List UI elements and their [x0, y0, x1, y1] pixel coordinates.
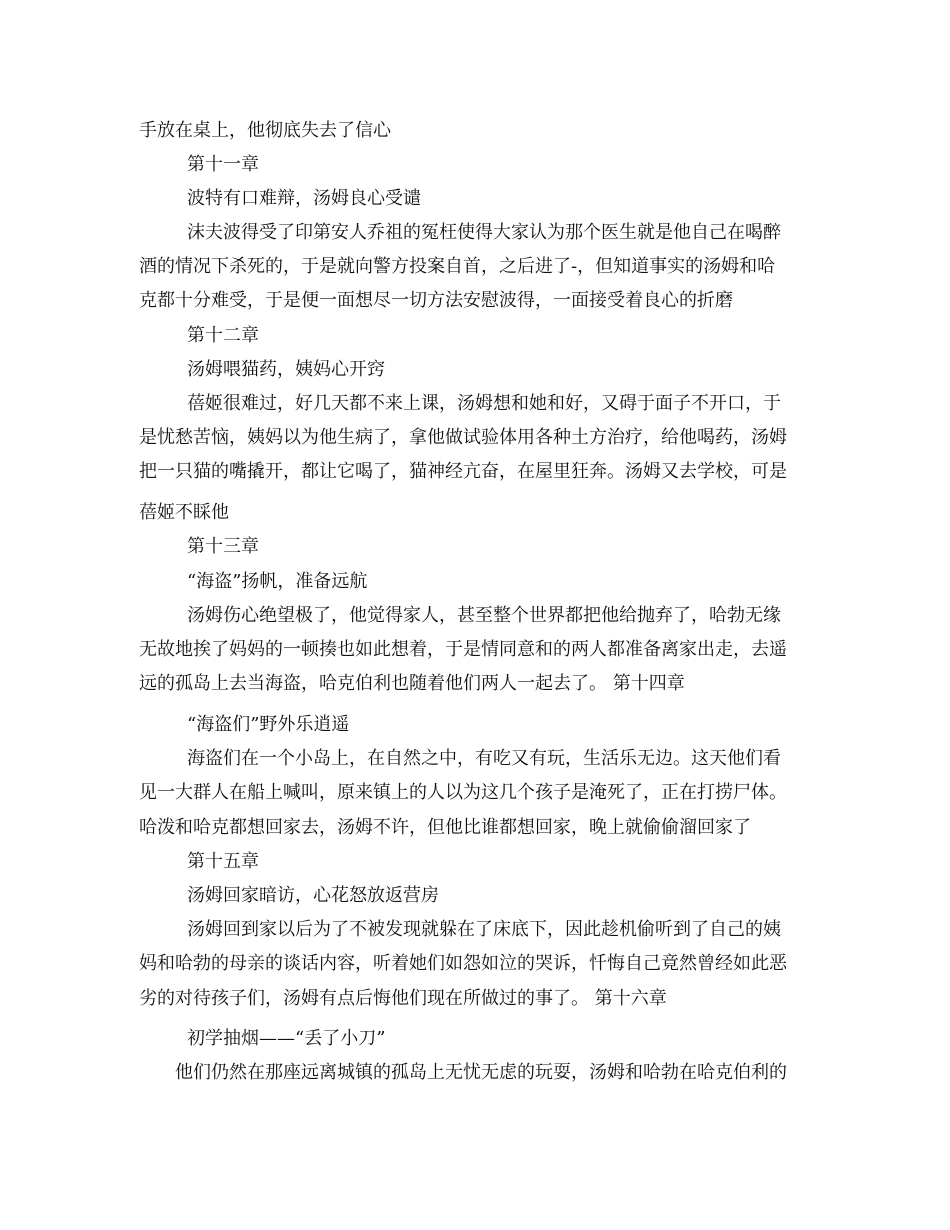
text-line: 哈泼和哈克都想回家去，汤姆不许，但他比谁都想回家，晚上就偷偷溜回家了	[139, 817, 751, 838]
text-line: 汤姆回到家以后为了不被发现就躲在了床底下，因此趁机偷听到了自己的姨	[187, 919, 781, 940]
text-line: 汤姆伤心绝望极了，他觉得家人，甚至整个世界都把他给抛弃了，哈勃无缘	[187, 605, 781, 626]
text-line: 妈和哈勃的母亲的谈话内容，听着她们如怨如泣的哭诉，忏悔自己竟然曾经如此恶	[139, 953, 787, 974]
text-line: 沫夫波得受了印第安人乔祖的冤枉使得大家认为那个医生就是他自己在喝醉	[187, 222, 781, 243]
text-line: 蓓姬很难过，好几天都不来上课，汤姆想和她和好，又碍于面子不开口，于	[187, 393, 781, 414]
text-line: 无故地挨了妈妈的一顿揍也如此想着，于是情同意和的两人都准备离家出走，去遥	[139, 639, 787, 660]
text-line: 他们仍然在那座远离城镇的孤岛上无忧无虑的玩耍，汤姆和哈勃在哈克伯利的	[175, 1062, 787, 1083]
text-line: 海盗们在一个小岛上，在自然之中，有吃又有玩，生活乐无边。这天他们看	[187, 748, 781, 769]
chapter-subtitle: 汤姆喂猫药，姨妈心开窍	[187, 359, 385, 380]
text-line: 克都十分难受，于是便一面想尽一切方法安慰波得，一面接受着良心的折磨	[139, 290, 733, 311]
text-line: 见一大群人在船上喊叫，原来镇上的人以为这几个孩子是淹死了，正在打捞尸体。	[139, 782, 787, 803]
text-line: 蓓姬不睬他	[139, 502, 229, 523]
chapter-subtitle: “海盗们”野外乐逍遥	[187, 714, 350, 735]
text-line: 酒的情况下杀死的，于是就向警方投案自首，之后进了-，但知道事实的汤姆和哈	[139, 256, 776, 277]
chapter-heading: 第十二章	[187, 325, 259, 346]
text-line: 远的孤岛上去当海盗，哈克伯利也随着他们两人一起去了。 第十四章	[139, 673, 685, 694]
chapter-subtitle: 汤姆回家暗访，心花怒放返营房	[187, 885, 439, 906]
chapter-heading: 第十三章	[187, 536, 259, 557]
text-line: 是忧愁苦恼，姨妈以为他生病了，拿他做试验体用各种土方治疗，给他喝药，汤姆	[139, 427, 787, 448]
text-line: 劣的对待孩子们，汤姆有点后悔他们现在所做过的事了。 第十六章	[139, 988, 667, 1009]
text-line: 把一只猫的嘴撬开，都让它喝了，猫神经亢奋，在屋里狂奔。汤姆又去学校，可是	[139, 461, 787, 482]
chapter-heading: 第十一章	[187, 154, 259, 175]
chapter-subtitle: 初学抽烟——“丢了小刀”	[187, 1028, 386, 1049]
chapter-subtitle: 波特有口难辩，汤姆良心受谴	[187, 188, 421, 209]
text-line: 手放在桌上，他彻底失去了信心	[139, 120, 391, 141]
chapter-heading: 第十五章	[187, 851, 259, 872]
chapter-subtitle: “海盗”扬帆，准备远航	[187, 571, 368, 592]
